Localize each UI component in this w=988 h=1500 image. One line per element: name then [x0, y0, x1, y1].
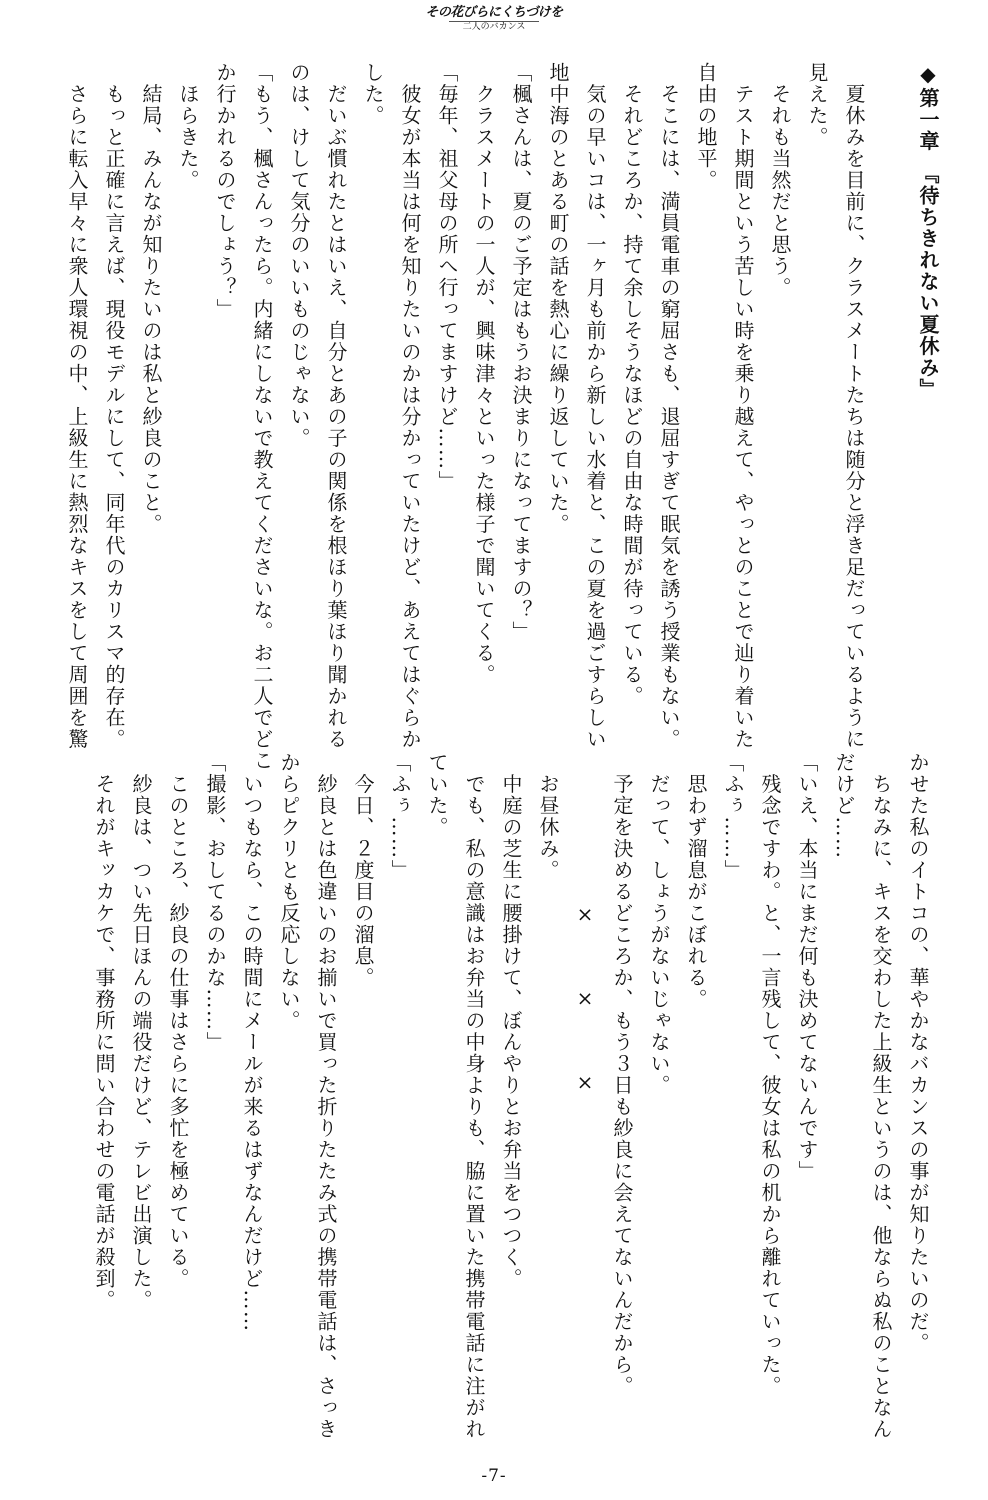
text-line: それも当然だと思う。 — [768, 62, 792, 299]
text-line: 「楓さんは、夏のご予定はもうお決まりになってますの？」 — [509, 62, 533, 643]
chapter-heading: ◆第一章 『待ちきれない夏休み』 — [916, 62, 940, 400]
scene-break: ××× — [573, 902, 597, 1154]
text-line: ていた。 — [425, 752, 449, 838]
heading-spacer — [872, 62, 909, 742]
text-line: このところ、紗良の仕事はさらに多忙を極めている。 — [166, 752, 190, 1290]
text-line: でも、私の意識はお弁当の中身よりも、脇に置いた携帯電話に注がれ — [462, 752, 486, 1440]
text-line: 「いえ、本当にまだ何も決めてないんです」 — [795, 752, 819, 1182]
lower-lines-after-break — [85, 752, 566, 1440]
text-line: 予定を決めるどころか、もう３日も紗良に会えてないんだから。 — [610, 752, 634, 1397]
text-line: お昼休み。 — [536, 752, 560, 881]
text-line: それがキッカケで、事務所に問い合わせの電話が殺到。 — [92, 752, 116, 1311]
text-line: もっと正確に言えば、現役モデルにして、同年代のカリスマ的存在。 — [102, 62, 126, 750]
text-line: 「もう、楓さんったら。内緒にしないで教えてくださいな。お二人でどこ — [250, 62, 274, 772]
text-line: 「撮影、おしてるのかな……」 — [203, 752, 227, 1053]
text-line: だって、しょうがないじゃない。 — [647, 752, 671, 1096]
series-subtitle: 二人のバカンス — [449, 21, 539, 32]
text-line: かせた私のイトコの、華やかなバカンスの事が知りたいのだ。 — [906, 752, 930, 1354]
text-line: 「ふぅ……」 — [721, 752, 745, 881]
text-line: さらに転入早々に衆人環視の中、上級生に熱烈なキスをして周囲を驚 — [65, 62, 89, 750]
upper-text-block — [58, 62, 946, 772]
text-line: ほらきた。 — [176, 62, 200, 191]
text-line: 今日、２度目の溜息。 — [351, 752, 375, 989]
text-line: 地中海のとある町の話を熱心に繰り返していた。 — [546, 62, 570, 535]
text-line: 紗良は、つい先日ほんの端役だけど、テレビ出演した。 — [129, 752, 153, 1311]
text-line: それどころか、持て余しそうなほどの自由な時間が待っている。 — [620, 62, 644, 707]
page-number: -7- — [481, 1466, 507, 1486]
text-line: 「ふぅ……」 — [388, 752, 412, 881]
text-line: 見えた。 — [805, 62, 829, 148]
text-line: した。 — [361, 62, 385, 127]
text-line: ちなみに、キスを交わした上級生というのは、他ならぬ私のことなん — [869, 752, 893, 1440]
page-header — [0, 6, 988, 32]
text-line: そこには、満員電車の窮屈さも、退屈すぎて眠気を誘う授業もない。 — [657, 62, 681, 750]
text-line: からピクリとも反応しない。 — [277, 752, 301, 1032]
text-line: 自由の地平。 — [694, 62, 718, 191]
text-line: のは、けして気分のいいものじゃない。 — [287, 62, 311, 449]
upper-lines — [58, 62, 872, 772]
text-line: 夏休みを目前に、クラスメートたちは随分と浮き足だっているように — [842, 62, 866, 750]
text-line: だいぶ慣れたとはいえ、自分とあの子の関係を根ほり葉ほり聞かれる — [324, 62, 348, 750]
text-line: 結局、みんなが知りたいのは私と紗良のこと。 — [139, 62, 163, 535]
text-line: か行かれるのでしょう？」 — [213, 62, 237, 320]
series-title: その花びらにくちづけを — [425, 5, 563, 20]
text-line: 紗良とは色違いのお揃いで買った折りたたみ式の携帯電話は、さっき — [314, 752, 338, 1440]
lower-text-block — [85, 752, 936, 1440]
text-line: 思わず溜息がこぼれる。 — [684, 752, 708, 1010]
text-line: 気の早いコは、一ヶ月も前から新しい水着と、この夏を過ごすらしい — [583, 62, 607, 750]
text-line: 「毎年、祖父母の所へ行ってますけど……」 — [435, 62, 459, 492]
text-line: クラスメートの一人が、興味津々といった様子で聞いてくる。 — [472, 62, 496, 686]
text-line: 中庭の芝生に腰掛けて、ぼんやりとお弁当をつつく。 — [499, 752, 523, 1290]
text-line: テスト期間という苦しい時を乗り越えて、やっとのことで辿り着いた — [731, 62, 755, 750]
text-line: だけど…… — [832, 752, 856, 860]
text-line: 彼女が本当は何を知りたいのかは分かっていたけど、あえてはぐらか — [398, 62, 422, 750]
text-line: いつもなら、この時間にメールが来るはずなんだけど…… — [240, 752, 264, 1333]
text-line: 残念ですわ。と、一言残して、彼女は私の机から離れていった。 — [758, 752, 782, 1397]
lower-lines-before-break — [603, 752, 936, 1440]
